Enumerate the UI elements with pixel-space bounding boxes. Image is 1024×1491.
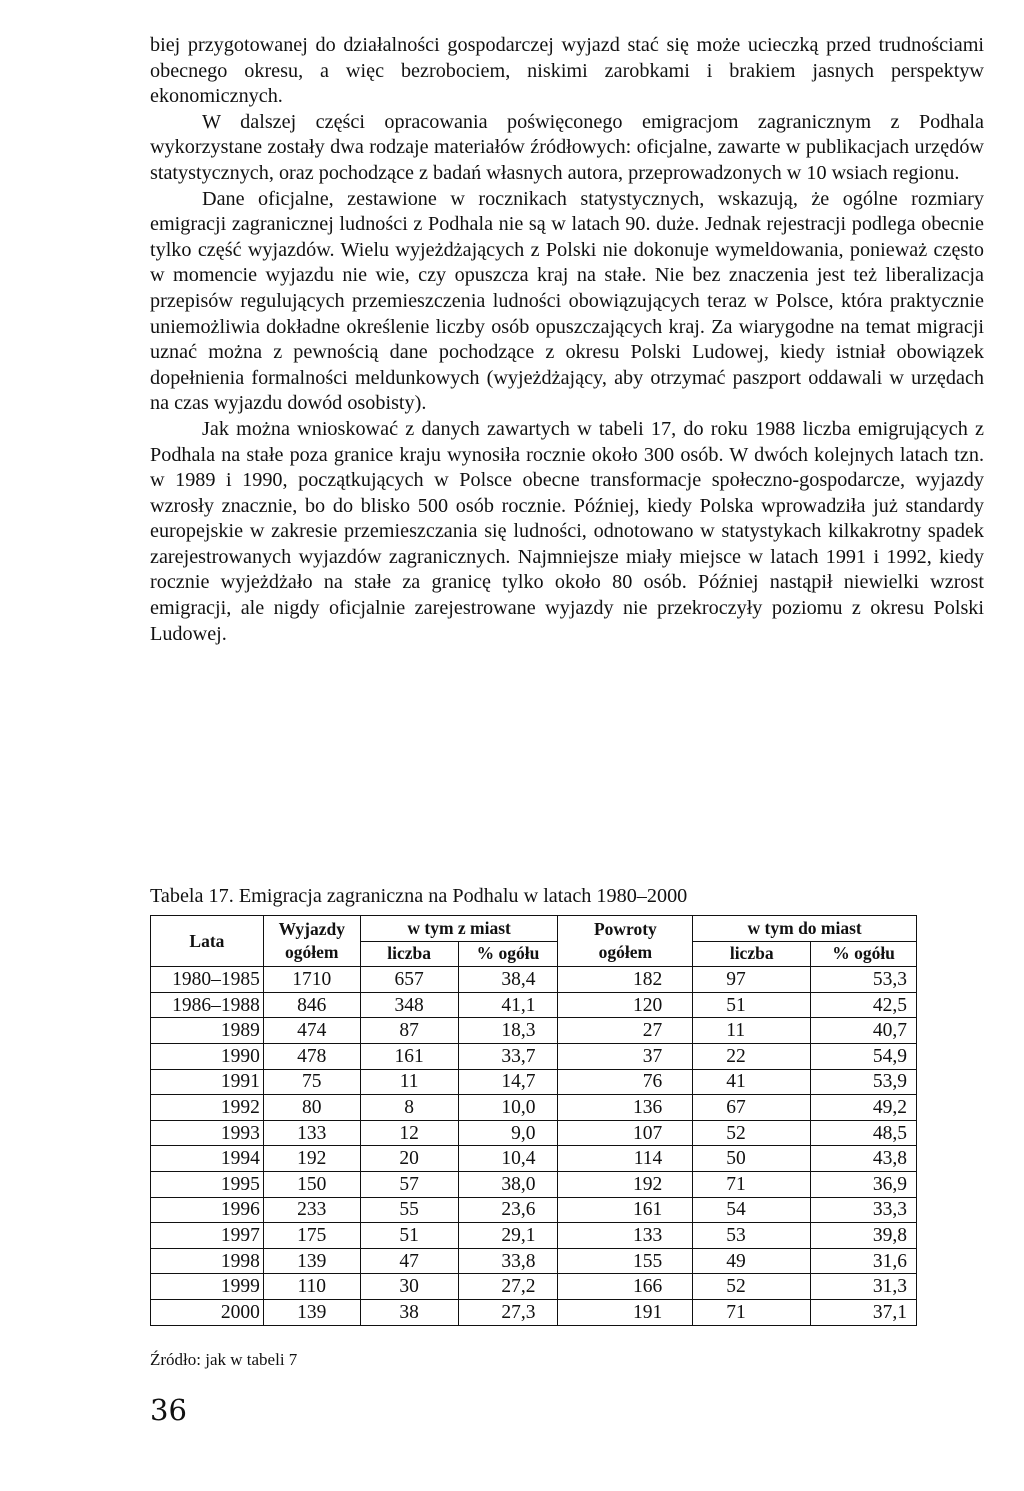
cell-powroty: 191 [558,1299,693,1325]
cell-wyjazdy: 846 [263,992,360,1018]
header-wyjazdy [263,916,360,967]
cell-powroty: 120 [558,992,693,1018]
cell-z-miast-pct: 27,3 [458,1299,558,1325]
cell-z-miast-pct: 9,0 [458,1120,558,1146]
cell-do-miast-pct: 49,2 [811,1095,917,1121]
cell-do-miast-liczba: 49 [693,1248,811,1274]
table-row [151,1069,917,1095]
cell-lata: 1992 [151,1095,264,1121]
cell-wyjazdy: 175 [263,1223,360,1249]
cell-z-miast-liczba: 11 [360,1069,458,1095]
cell-wyjazdy: 75 [263,1069,360,1095]
emigration-table [150,915,917,1326]
table-row [151,1274,917,1300]
cell-do-miast-liczba: 71 [693,1299,811,1325]
table-row [151,1095,917,1121]
table-row [151,1120,917,1146]
cell-do-miast-pct: 48,5 [811,1120,917,1146]
cell-z-miast-pct: 33,8 [458,1248,558,1274]
table-row [151,1197,917,1223]
cell-z-miast-liczba: 161 [360,1043,458,1069]
table-row [151,1043,917,1069]
cell-lata: 2000 [151,1299,264,1325]
cell-lata: 1995 [151,1171,264,1197]
cell-lata: 1986–1988 [151,992,264,1018]
cell-lata: 1989 [151,1018,264,1044]
table-row [151,1146,917,1172]
paragraph: Dane oficjalne, zestawione w rocznikach statystycznych, wskazują, że ogólne rozmiary emigracji zagranicznej ludności z Podhala nie są w latach 90. duże. Jednak rejestracji podlega obecnie tylko część wyjazdów. Wielu wyjeżdżających z Polski nie dokonuje wymeldowania, ponieważ często w momencie wyjazdu nie wie, czy opuszcza kraj na stałe. Nie bez znaczenia jest też liberalizacja przepisów regulujących przemieszczenia ludności obowiązujących teraz w Polsce, która praktycznie uniemożliwia dokładne określenie liczby osób opuszczających kraj. Za wiarygodne na temat migracji uznać można z pewnością dane pochodzące z okresu Polski Ludowej, kiedy istniał obowiązek dopełnienia formalności meldunkowych (wyjeżdżający, aby otrzymać paszport oddawali w urzędach na czas wyjazdu dowód osobisty). [150,187,984,415]
cell-do-miast-liczba: 52 [693,1120,811,1146]
cell-do-miast-pct: 36,9 [811,1171,917,1197]
cell-do-miast-liczba: 51 [693,992,811,1018]
header-powroty [558,916,693,967]
table-row [151,1223,917,1249]
cell-powroty: 37 [558,1043,693,1069]
cell-z-miast-liczba: 55 [360,1197,458,1223]
cell-powroty: 161 [558,1197,693,1223]
cell-lata: 1994 [151,1146,264,1172]
table-caption: Tabela 17. Emigracja zagraniczna na Podhalu w latach 1980–2000 [150,885,688,907]
cell-do-miast-pct: 40,7 [811,1018,917,1044]
cell-lata: 1990 [151,1043,264,1069]
cell-do-miast-pct: 53,9 [811,1069,917,1095]
cell-do-miast-pct: 37,1 [811,1299,917,1325]
paragraph: W dalszej części opracowania poświęconego emigracjom zagranicznym z Podhala wykorzystane zostały dwa rodzaje materiałów źródłowych: oficjalne, zawarte w publikacjach urzędów statystycznych, oraz pochodzące z badań własnych autora, przeprowadzonych w 10 wsiach regionu. [150,110,984,184]
header-liczba-z-miast: liczba [360,941,458,967]
header-w-tym-z-miast: w tym z miast [360,916,558,942]
header-powroty-line1: Powroty [593,919,657,940]
body-text [150,33,984,647]
header-pct-z-miast: % ogółu [458,941,558,967]
table-row [151,1018,917,1044]
cell-z-miast-liczba: 47 [360,1248,458,1274]
cell-wyjazdy: 80 [263,1095,360,1121]
table-row [151,1248,917,1274]
cell-lata: 1997 [151,1223,264,1249]
table-row [151,1171,917,1197]
page-number: 36 [150,1393,187,1427]
cell-do-miast-liczba: 52 [693,1274,811,1300]
cell-do-miast-pct: 31,3 [811,1274,917,1300]
cell-powroty: 76 [558,1069,693,1095]
cell-z-miast-pct: 29,1 [458,1223,558,1249]
cell-z-miast-pct: 38,0 [458,1171,558,1197]
cell-powroty: 114 [558,1146,693,1172]
cell-z-miast-liczba: 8 [360,1095,458,1121]
cell-powroty: 192 [558,1171,693,1197]
cell-do-miast-liczba: 22 [693,1043,811,1069]
cell-z-miast-pct: 10,0 [458,1095,558,1121]
cell-wyjazdy: 478 [263,1043,360,1069]
cell-do-miast-pct: 53,3 [811,967,917,993]
cell-z-miast-liczba: 87 [360,1018,458,1044]
cell-lata: 1980–1985 [151,967,264,993]
cell-z-miast-pct: 33,7 [458,1043,558,1069]
cell-wyjazdy: 474 [263,1018,360,1044]
cell-do-miast-liczba: 54 [693,1197,811,1223]
header-pct-do-miast: % ogółu [811,941,917,967]
cell-do-miast-liczba: 67 [693,1095,811,1121]
cell-z-miast-liczba: 51 [360,1223,458,1249]
cell-do-miast-liczba: 71 [693,1171,811,1197]
table-body [151,967,917,1325]
cell-powroty: 166 [558,1274,693,1300]
header-liczba-do-miast: liczba [693,941,811,967]
cell-z-miast-pct: 18,3 [458,1018,558,1044]
cell-do-miast-liczba: 53 [693,1223,811,1249]
cell-do-miast-liczba: 11 [693,1018,811,1044]
header-wyjazdy-line1: Wyjazdy [278,919,345,940]
cell-z-miast-liczba: 20 [360,1146,458,1172]
cell-do-miast-liczba: 50 [693,1146,811,1172]
cell-lata: 1999 [151,1274,264,1300]
cell-z-miast-pct: 23,6 [458,1197,558,1223]
cell-z-miast-liczba: 30 [360,1274,458,1300]
cell-wyjazdy: 139 [263,1248,360,1274]
table-row [151,1299,917,1325]
paragraph: Jak można wnioskować z danych zawartych w tabeli 17, do roku 1988 liczba emigrujących z Podhala na stałe poza granice kraju wynosiła rocznie około 300 osób. W dwóch kolejnych latach tzn. w 1989 i 1990, początkujących w Polsce obecne transformacje społeczno-gospodarcze, wyjazdy wzrosły znacznie, bo do blisko 500 osób rocznie. Później, kiedy Polska wprowadziła już standardy europejskie w zakresie przemieszczania się ludności, odnotowano w statystykach kilkakrotny spadek zarejestrowanych wyjazdów zagranicznych. Najmniejsze miały miejsce w latach 1991 i 1992, kiedy rocznie wyjeżdżało na stałe za granicę tylko około 80 osób. Później nastąpił niewielki wzrost emigracji, ale nigdy oficjalnie zarejestrowane wyjazdy nie przekroczyły poziomu z okresu Polski Ludowej. [150,417,984,645]
cell-lata: 1998 [151,1248,264,1274]
table-source-note: Źródło: jak w tabeli 7 [150,1350,298,1369]
cell-powroty: 27 [558,1018,693,1044]
cell-do-miast-pct: 31,6 [811,1248,917,1274]
cell-z-miast-pct: 10,4 [458,1146,558,1172]
cell-z-miast-liczba: 657 [360,967,458,993]
cell-powroty: 107 [558,1120,693,1146]
paragraph: biej przygotowanej do działalności gospodarczej wyjazd stać się może ucieczką przed trudnościami obecnego okresu, a więc bezrobociem, niskimi zarobkami i brakiem jasnych perspektyw ekonomicznych. [150,34,984,108]
cell-powroty: 155 [558,1248,693,1274]
table-row [151,967,917,993]
cell-wyjazdy: 150 [263,1171,360,1197]
cell-wyjazdy: 133 [263,1120,360,1146]
table-row [151,992,917,1018]
cell-do-miast-liczba: 41 [693,1069,811,1095]
cell-lata: 1991 [151,1069,264,1095]
cell-z-miast-pct: 41,1 [458,992,558,1018]
cell-do-miast-pct: 42,5 [811,992,917,1018]
cell-z-miast-liczba: 57 [360,1171,458,1197]
header-wyjazdy-line2: ogółem [285,942,339,963]
cell-wyjazdy: 192 [263,1146,360,1172]
cell-wyjazdy: 1710 [263,967,360,993]
cell-do-miast-liczba: 97 [693,967,811,993]
cell-do-miast-pct: 43,8 [811,1146,917,1172]
cell-z-miast-liczba: 348 [360,992,458,1018]
cell-z-miast-pct: 38,4 [458,967,558,993]
cell-wyjazdy: 139 [263,1299,360,1325]
cell-powroty: 182 [558,967,693,993]
cell-wyjazdy: 233 [263,1197,360,1223]
cell-z-miast-liczba: 38 [360,1299,458,1325]
cell-z-miast-pct: 14,7 [458,1069,558,1095]
cell-wyjazdy: 110 [263,1274,360,1300]
cell-do-miast-pct: 54,9 [811,1043,917,1069]
header-w-tym-do-miast: w tym do miast [693,916,917,942]
cell-do-miast-pct: 33,3 [811,1197,917,1223]
header-lata: Lata [151,916,264,967]
cell-z-miast-liczba: 12 [360,1120,458,1146]
cell-powroty: 136 [558,1095,693,1121]
cell-do-miast-pct: 39,8 [811,1223,917,1249]
header-powroty-line2: ogółem [598,942,653,963]
cell-z-miast-pct: 27,2 [458,1274,558,1300]
cell-lata: 1993 [151,1120,264,1146]
cell-powroty: 133 [558,1223,693,1249]
cell-lata: 1996 [151,1197,264,1223]
